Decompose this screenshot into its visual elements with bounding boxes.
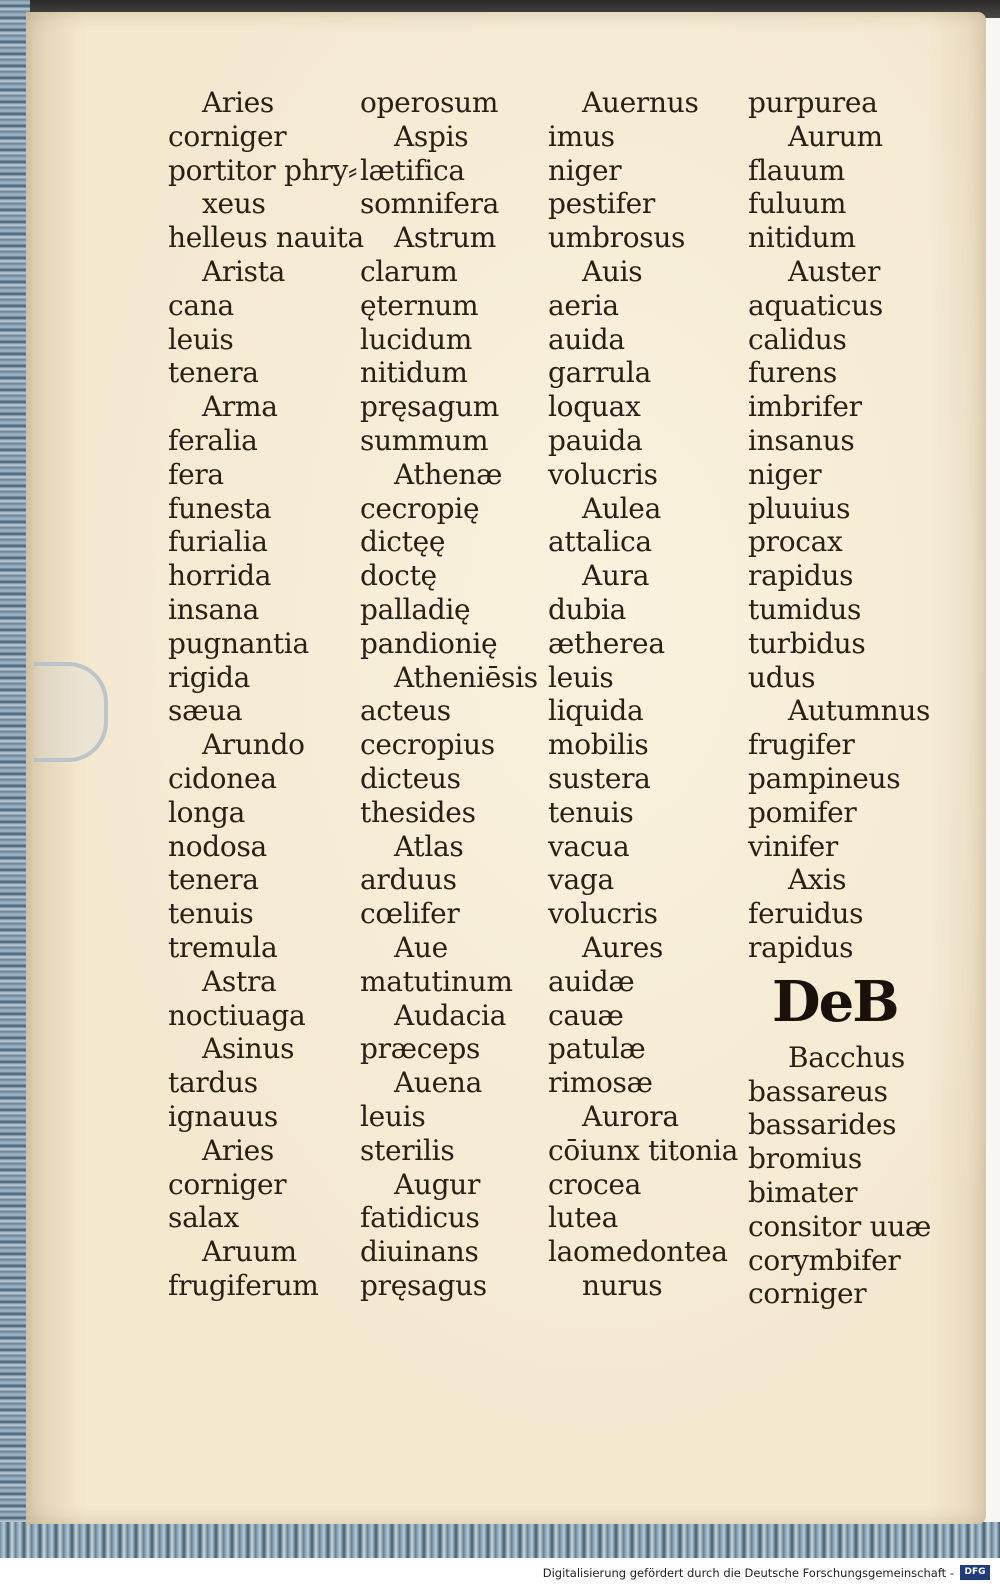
epithet: vinifer xyxy=(748,829,838,863)
epithet: cecropius xyxy=(360,728,495,762)
epithet: niger xyxy=(548,153,622,187)
headword: Aries xyxy=(202,1133,275,1167)
headword: Aurora xyxy=(582,1099,679,1133)
epithet: matutinum xyxy=(360,964,513,998)
epithet: pampineus xyxy=(748,761,901,795)
epithet: lutea xyxy=(548,1201,619,1235)
epithet: nodosa xyxy=(168,829,267,863)
epithet: corymbifer xyxy=(748,1243,901,1277)
epithet: noctiuaga xyxy=(168,998,306,1032)
text-column-4 xyxy=(748,86,948,1311)
epithet: corniger xyxy=(748,1277,867,1311)
epithet: thesides xyxy=(360,795,476,829)
epithet: ęternum xyxy=(360,288,479,322)
epithet: cōiunx titonia xyxy=(548,1133,739,1167)
headword: Auster xyxy=(788,254,881,288)
epithet: insanus xyxy=(748,423,855,457)
epithet: funesta xyxy=(168,491,272,525)
headword: Arundo xyxy=(202,728,305,762)
epithet: laomedontea xyxy=(548,1235,728,1269)
headword: Arista xyxy=(202,254,286,288)
headword: Astra xyxy=(202,964,277,998)
epithet: pandionię xyxy=(360,626,498,660)
headword: Auernus xyxy=(582,86,699,119)
epithet: aquaticus xyxy=(748,288,883,322)
epithet: bimater xyxy=(748,1175,858,1209)
epithet: tardus xyxy=(168,1066,258,1100)
epithet: pomifer xyxy=(748,795,857,829)
epithet: acteus xyxy=(360,694,451,728)
epithet: pestifer xyxy=(548,187,655,221)
epithet: mobilis xyxy=(548,728,649,762)
epithet: insana xyxy=(168,592,259,626)
epithet: flauum xyxy=(748,153,845,187)
epithet: udus xyxy=(748,660,816,694)
epithet-continuation: xeus xyxy=(202,187,266,221)
epithet: imbrifer xyxy=(748,390,862,424)
epithet: feralia xyxy=(168,423,258,457)
text-column-2 xyxy=(360,86,560,1303)
epithet: tumidus xyxy=(748,592,862,626)
epithet: aeria xyxy=(548,288,619,322)
page-clip xyxy=(34,662,108,762)
epithet: consitor uuæ xyxy=(748,1209,932,1243)
epithet: auida xyxy=(548,322,625,356)
epithet: loquax xyxy=(548,390,641,424)
epithet: dicteus xyxy=(360,761,461,795)
epithet: ignauus xyxy=(168,1099,278,1133)
epithet: præceps xyxy=(360,1032,481,1066)
epithet: tremula xyxy=(168,930,278,964)
headword: Aures xyxy=(582,930,664,964)
headword: Atheniēsis xyxy=(394,660,538,694)
headword: Arma xyxy=(202,390,278,424)
epithet: leuis xyxy=(360,1099,426,1133)
epithet: cana xyxy=(168,288,234,322)
epithet: frugifer xyxy=(748,728,855,762)
epithet: garrula xyxy=(548,356,651,390)
epithet: horrida xyxy=(168,559,272,593)
epithet: pręsagum xyxy=(360,390,500,424)
epithet: somnifera xyxy=(360,187,500,221)
headword: Axis xyxy=(788,863,847,897)
epithet: pręsagus xyxy=(360,1268,487,1302)
epithet: doctę xyxy=(360,559,437,593)
epithet: sterilis xyxy=(360,1133,455,1167)
epithet: purpurea xyxy=(748,86,878,119)
headword: Astrum xyxy=(394,221,497,255)
epithet: palladię xyxy=(360,592,471,626)
epithet: salax xyxy=(168,1201,240,1235)
epithet: nitidum xyxy=(360,356,468,390)
epithet: rigida xyxy=(168,660,251,694)
epithet: feruidus xyxy=(748,897,864,931)
epithet: corniger xyxy=(168,1167,287,1201)
epithet: cidonea xyxy=(168,761,277,795)
headword: Athenæ xyxy=(394,457,503,491)
headword: Aura xyxy=(582,559,650,593)
book-edge-bottom xyxy=(0,1522,1000,1558)
epithet: summum xyxy=(360,423,489,457)
epithet: fera xyxy=(168,457,224,491)
epithet: helleus nauita xyxy=(168,221,364,255)
epithet: rapidus xyxy=(748,559,854,593)
epithet: vaga xyxy=(548,863,614,897)
epithet: imus xyxy=(548,119,615,153)
headword: Aries xyxy=(202,86,275,119)
headword: Bacchus xyxy=(788,1040,905,1074)
epithet: cauæ xyxy=(548,998,624,1032)
epithet: sustera xyxy=(548,761,651,795)
epithet: vacua xyxy=(548,829,630,863)
epithet: rimosæ xyxy=(548,1066,653,1100)
funding-credit: Digitalisierung gefördert durch die Deutsche Forschungsgemeinschaft - xyxy=(542,1566,954,1580)
headword: Atlas xyxy=(394,829,464,863)
text-column-3 xyxy=(548,86,748,1303)
headword: Audacia xyxy=(394,998,507,1032)
epithet: calidus xyxy=(748,322,847,356)
headword: Augur xyxy=(394,1167,481,1201)
epithet: fatidicus xyxy=(360,1201,480,1235)
epithet: turbidus xyxy=(748,626,866,660)
epithet: cecropię xyxy=(360,491,480,525)
epithet: pauida xyxy=(548,423,643,457)
epithet: attalica xyxy=(548,525,652,559)
epithet: ætherea xyxy=(548,626,665,660)
epithet: bassareus xyxy=(748,1074,888,1108)
epithet: bassarides xyxy=(748,1108,897,1142)
headword: Aulea xyxy=(582,491,661,525)
epithet: crocea xyxy=(548,1167,642,1201)
epithet: corniger xyxy=(168,119,287,153)
epithet: longa xyxy=(168,795,245,829)
epithet: furialia xyxy=(168,525,268,559)
epithet: auidæ xyxy=(548,964,635,998)
epithet: furens xyxy=(748,356,837,390)
epithet: diuinans xyxy=(360,1235,479,1269)
epithet: volucris xyxy=(548,897,658,931)
headword: Auis xyxy=(582,254,643,288)
epithet: leuis xyxy=(168,322,234,356)
epithet: tenera xyxy=(168,356,259,390)
epithet: clarum xyxy=(360,254,458,288)
epithet: liquida xyxy=(548,694,644,728)
headword: Aruum xyxy=(202,1235,297,1269)
epithet: tenuis xyxy=(548,795,634,829)
headword: Aue xyxy=(394,930,448,964)
epithet: tenuis xyxy=(168,897,254,931)
epithet: volucris xyxy=(548,457,658,491)
epithet: operosum xyxy=(360,86,499,119)
epithet: patulæ xyxy=(548,1032,646,1066)
headword: Aspis xyxy=(394,119,469,153)
headword: Auena xyxy=(394,1066,483,1100)
epithet: procax xyxy=(748,525,843,559)
decorated-initial: DeB xyxy=(772,968,898,1035)
dfg-logo: DFG xyxy=(960,1565,990,1580)
epithet: pugnantia xyxy=(168,626,309,660)
text-column-1 xyxy=(168,86,368,1303)
epithet: bromius xyxy=(748,1142,862,1176)
epithet: arduus xyxy=(360,863,457,897)
headword: Aurum xyxy=(788,119,883,153)
headword: Autumnus xyxy=(788,694,931,728)
epithet: frugiferum xyxy=(168,1268,319,1302)
footer xyxy=(0,1558,1000,1588)
epithet-continuation: nurus xyxy=(582,1268,663,1302)
headword: Asinus xyxy=(202,1032,295,1066)
epithet: cœlifer xyxy=(360,897,460,931)
epithet: pluuius xyxy=(748,491,851,525)
epithet: dubia xyxy=(548,592,627,626)
epithet: lætifica xyxy=(360,153,465,187)
epithet: fuluum xyxy=(748,187,847,221)
epithet: leuis xyxy=(548,660,614,694)
epithet: umbrosus xyxy=(548,221,686,255)
epithet: tenera xyxy=(168,863,259,897)
epithet: lucidum xyxy=(360,322,473,356)
epithet: rapidus xyxy=(748,930,854,964)
epithet: sæua xyxy=(168,694,243,728)
epithet: portitor phry⸗ xyxy=(168,153,358,187)
epithet: niger xyxy=(748,457,822,491)
epithet: dictęę xyxy=(360,525,446,559)
epithet: nitidum xyxy=(748,221,856,255)
